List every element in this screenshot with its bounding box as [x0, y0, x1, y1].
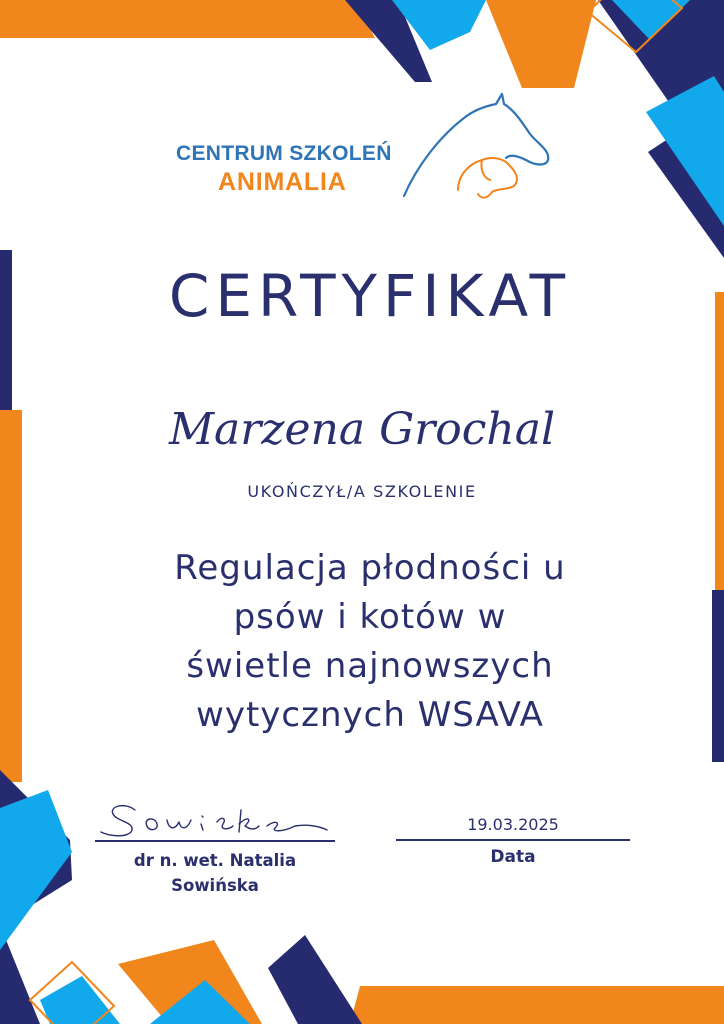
date-value: 19.03.2025 — [467, 815, 559, 834]
course-title-line: psów i kotów w — [233, 597, 507, 637]
date-line — [396, 839, 630, 841]
course-title-line: Regulacja płodności u — [174, 548, 566, 588]
right-navy-bar — [712, 590, 724, 762]
logo-text-line1: CENTRUM SZKOLEŃ — [176, 142, 392, 165]
logo-text-line2: ANIMALIA — [218, 168, 347, 196]
signatory-name — [85, 848, 345, 898]
signature-block — [85, 796, 345, 906]
completed-label: UKOŃCZYŁ/A SZKOLENIE — [247, 482, 477, 501]
date-label: Data — [490, 847, 536, 867]
bottom-orange-bar — [350, 986, 724, 1024]
left-orange-bar — [0, 410, 22, 782]
course-title — [80, 544, 660, 740]
top-orange-bar — [0, 0, 375, 38]
recipient-name: Marzena Grochal — [168, 404, 556, 455]
course-title-line: wytycznych WSAVA — [196, 695, 544, 735]
handwritten-signature — [95, 796, 335, 844]
bottom-navy-block — [268, 935, 362, 1024]
horse-dog-logo-icon — [398, 88, 558, 208]
date-block — [396, 812, 630, 882]
signature-line — [95, 840, 335, 842]
top-orange-block — [486, 0, 596, 88]
signatory-name-line: dr n. wet. Natalia — [133, 851, 297, 870]
signatory-name-line: Sowińska — [171, 876, 259, 895]
course-title-line: świetle najnowszych — [186, 646, 554, 686]
certificate-title: CERTYFIKAT — [168, 262, 572, 330]
logo — [170, 88, 560, 208]
